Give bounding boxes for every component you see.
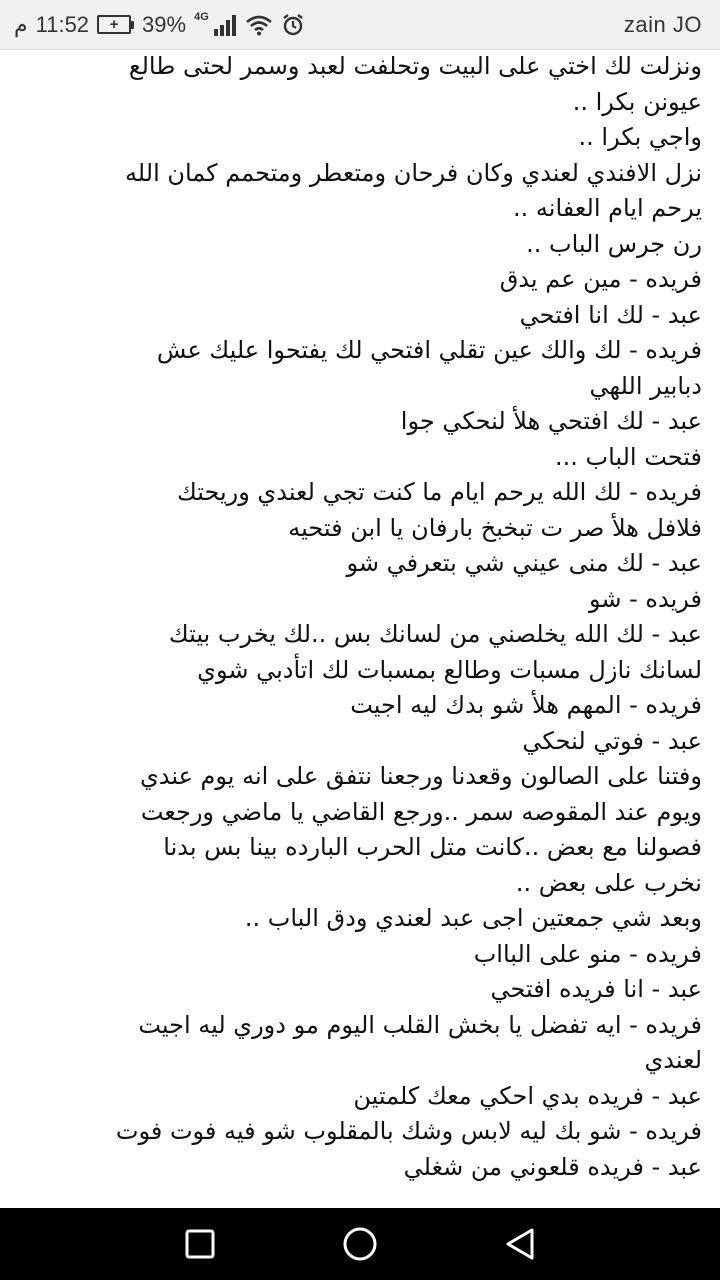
text-line: فتحت الباب ... [554,442,702,471]
text-line: فريده - ايه تفضل يا بخش القلب اليوم مو دوري ليه اجيت [138,1010,702,1039]
home-button[interactable] [310,1208,410,1280]
text-line: فريده - منو على البااب [473,939,702,968]
alarm-icon [281,13,305,37]
text-line: عبد - فريده بدي احكي معك كلمتين [353,1081,702,1110]
text-line: فصولنا مع بعض ..كانت متل الحرب البارده بينا بس بدنا [163,833,702,861]
text-line: عبد - لك انا افتحي [519,300,702,329]
navigation-bar [0,1208,720,1280]
circle-icon [342,1226,378,1262]
text-line: وبعد شي جمعتين اجى عبد لعندي ودق الباب .. [244,904,702,932]
text-line: عبد - انا فريده افتحي [490,975,702,1003]
text-line: عبد - لك الله يخلصني من لسانك بس ..لك يخرب بيتك [168,620,702,648]
carrier-name: zain JO [623,11,702,37]
recent-apps-button[interactable] [150,1208,250,1280]
text-line: عبد - فريده قلعوني من شغلي [403,1152,702,1181]
clock-time: 11:52 [35,11,90,37]
status-left [14,12,305,38]
text-line: عبد - فوتي لنحكي [522,726,702,755]
text-line: وفتنا على الصالون وقعدنا ورجعنا نتفق على انه يوم عندي [139,762,702,790]
status-right [624,12,702,38]
text-line: عيونن بكرا .. [572,87,702,116]
text-line: نخرب على بعض .. [515,868,702,897]
text-line: فريده - مين عم يدق [499,265,702,293]
text-line: فريده - شو [589,584,702,613]
text-line: ونزلت لك اختي على البيت وتحلفت لعبد وسمر لحتى طالع [128,52,702,80]
text-line: دبابير اللهي [589,371,702,400]
text-line: فريده - لك والك عين تقلي افتحي لك يفتحوا عليك عش [156,336,702,364]
story-text[interactable] [0,50,720,1208]
status-bar [0,0,720,50]
text-line: عبد - لك افتحي هلأ لنحكي جوا [400,407,702,435]
text-line: رن جرس الباب .. [526,229,702,258]
battery-percent: 39% [142,11,187,37]
wifi-icon [245,14,273,36]
back-button[interactable] [470,1208,570,1280]
text-line: فريده - المهم هلأ شو بدك ليه اجيت [350,691,702,719]
text-line: لسانك نازل مسبات وطالع بمسبات لك اتأدبي شوي [197,655,702,684]
network-type: 4G [194,10,209,23]
text-line: فلافل هلأ صر ت تبخبخ بارفان يا ابن فتحيه [288,513,702,542]
text-line: نزل الافندي لعندي وكان فرحان ومتعطر ومتحمم كمان الله [124,158,702,187]
text-line: فريده - شو بك ليه لابس وشك بالمقلوب شو فيه فوت فوت [115,1117,702,1145]
battery-icon: + [97,15,134,34]
text-line: لعندي [644,1046,702,1074]
signal-icon [213,14,237,36]
square-icon [184,1228,216,1260]
text-line: فريده - لك الله يرحم ايام ما كنت تجي لعندي وريحتك [176,478,702,506]
triangle-back-icon [504,1227,536,1261]
text-line: واجي بكرا .. [578,123,702,151]
ampm-label: م [14,11,28,37]
text-line: ويوم عند المقوصه سمر ..ورجع القاضي يا ماضي ورجعت [140,797,702,826]
text-line: عبد - لك منى عيني شي بتعرفي شو [346,549,702,577]
text-line: يرحم ايام العفانه .. [513,194,702,222]
